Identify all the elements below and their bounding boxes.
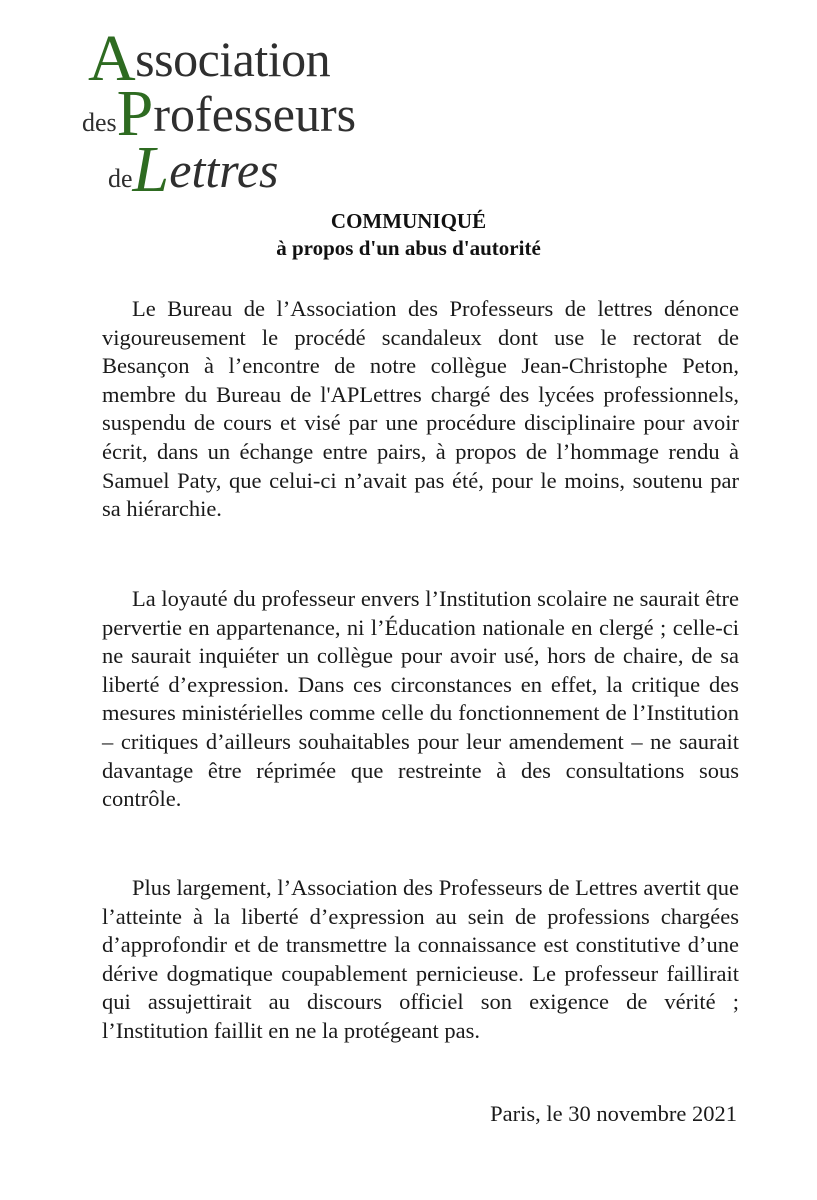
communique-heading [0, 208, 817, 262]
logo-initial-p: P [116, 77, 154, 150]
logo-word-ssociation: ssociation [135, 31, 331, 87]
logo-initial-a: A [88, 22, 136, 95]
logo-initial-l: L [132, 133, 170, 206]
logo-prefix-de: de [108, 164, 133, 193]
association-logo [82, 22, 357, 206]
body-paragraph-2: La loyauté du professeur envers l’Institution scolaire ne saurait être pervertie en appartenance, ni l’Éducation nationale en clergé ; celle-ci ne saurait inquiéter un collègue pour avoir usé, hors de chaire, de sa liberté d’expression. Dans ces circonstances en effet, la critique des mesures ministérielles comme celle du fonctionnement de l’Institution – critiques d’ailleurs souhaitables pour leur amendement – ne saurait davantage être réprimée que restreinte à des consultations sous contrôle. [102, 586, 739, 812]
logo-line-lettres [108, 133, 279, 207]
logo-word-rofesseurs: rofesseurs [153, 86, 357, 142]
logo-prefix-des: des [82, 108, 117, 137]
body-paragraph-3: Plus largement, l’Association des Professeurs de Lettres avertit que l’atteinte à la liberté d’expression au sein de professions chargées d’approfondir et de transmettre la connaissance est constitutive d’une dérive dogmatique coupablement pernicieuse. Le professeur faillirait qui assujettirait au discours officiel son exigence de vérité ; l’Institution faillit en ne la protégeant pas. [102, 875, 739, 1043]
logo-word-ettres: ettres [169, 142, 279, 198]
communique-subtitle: à propos d'un abus d'autorité [276, 236, 541, 260]
body-paragraph-1: Le Bureau de l’Association des Professeurs de lettres dénonce vigoureusement le procédé scandaleux dont use le rectorat de Besançon à l’encontre de notre collègue Jean-Christophe Peton, membre du Bureau de l'APLettres chargé des lycées professionnels, suspendu de cours et visé par une procédure disciplinaire pour avoir écrit, dans un échange entre pairs, à propos de l’hommage rendu à Samuel Paty, que celui-ci n’avait pas été, pour le moins, soutenu par sa hiérarchie. [102, 296, 739, 522]
communique-title: COMMUNIQUÉ [330, 209, 487, 233]
place-and-date: Paris, le 30 novembre 2021 [490, 1101, 737, 1126]
